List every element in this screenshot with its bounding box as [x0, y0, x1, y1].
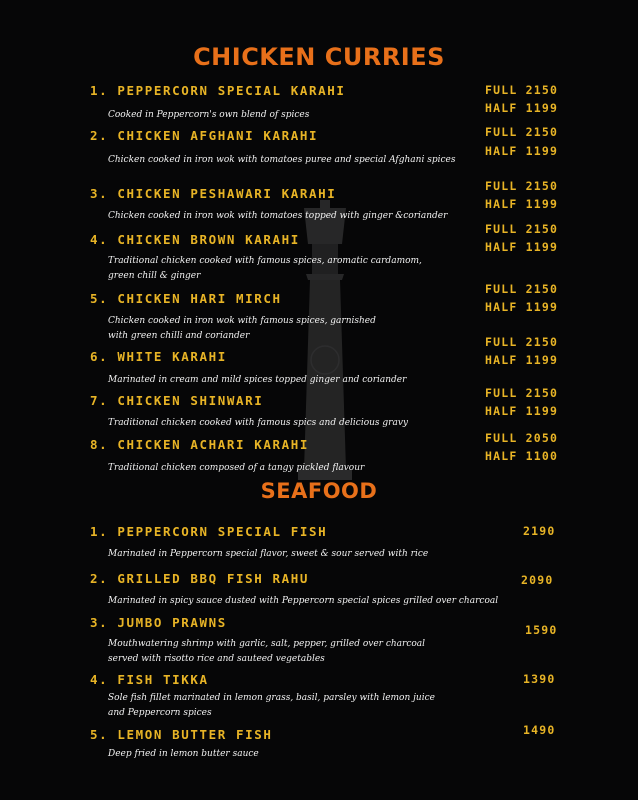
- price-half: HALF 1199: [485, 404, 559, 418]
- item-title: 5. LEMON BUTTER FISH: [90, 727, 273, 742]
- item-description: Traditional chicken cooked with famous spics and delicious gravy: [108, 418, 408, 428]
- price-half: HALF 1100: [485, 449, 559, 463]
- item-description: Marinated in spicy sauce dusted with Peppercorn special spices grilled over charcoal: [108, 596, 499, 606]
- price-half: HALF 1199: [485, 353, 559, 367]
- price-full: FULL 2150: [485, 222, 559, 236]
- item-description: Marinated in Peppercorn special flavor, sweet & sour served with rice: [108, 549, 429, 559]
- price-half: HALF 1199: [485, 240, 559, 254]
- item-title: 7. CHICKEN SHINWARI: [90, 393, 264, 408]
- item-description: Chicken cooked in iron wok with tomatoes topped with ginger &coriander: [108, 211, 448, 221]
- item-title: 6. WHITE KARAHI: [90, 349, 227, 364]
- item-description: Chicken cooked in iron wok with famous spices, garnished with green chilli and coriander: [108, 316, 376, 341]
- price-full: FULL 2150: [485, 83, 559, 97]
- price: 1390: [523, 672, 556, 686]
- price: 2190: [523, 524, 556, 538]
- price-full: FULL 2150: [485, 335, 559, 349]
- item-title: 5. CHICKEN HARI MIRCH: [90, 291, 282, 306]
- price-full: FULL 2150: [485, 282, 559, 296]
- item-description: Marinated in cream and mild spices topped ginger and coriander: [108, 375, 407, 385]
- item-title: 3. JUMBO PRAWNS: [90, 615, 227, 630]
- price-full: FULL 2150: [485, 386, 559, 400]
- price-half: HALF 1199: [485, 144, 559, 158]
- item-description: Cooked in Peppercorn's own blend of spices: [108, 110, 310, 120]
- item-description: Traditional chicken composed of a tangy pickled flavour: [108, 463, 365, 473]
- item-title: 4. FISH TIKKA: [90, 672, 209, 687]
- price-full: FULL 2050: [485, 431, 559, 445]
- item-title: 4. CHICKEN BROWN KARAHI: [90, 232, 300, 247]
- item-title: 1. PEPPERCORN SPECIAL KARAHI: [90, 83, 346, 98]
- price: 1490: [523, 723, 556, 737]
- item-description: Mouthwatering shrimp with garlic, salt, pepper, grilled over charcoal served with risotto rice and sauteed vegetables: [108, 639, 426, 664]
- item-description: Chicken cooked in iron wok with tomatoes puree and special Afghani spices: [108, 155, 456, 165]
- section-title-seafood: SEAFOOD: [260, 479, 378, 503]
- item-title: 2. GRILLED BBQ FISH RAHU: [90, 571, 310, 586]
- price-full: FULL 2150: [485, 125, 559, 139]
- price-half: HALF 1199: [485, 101, 559, 115]
- item-description: Traditional chicken cooked with famous spices, aromatic cardamom, green chill & ginger: [108, 256, 422, 281]
- item-title: 8. CHICKEN ACHARI KARAHI: [90, 437, 310, 452]
- item-description: Sole fish fillet marinated in lemon grass, basil, parsley with lemon juice and Peppercorn spices: [108, 693, 435, 718]
- price: 1590: [525, 623, 558, 637]
- item-title: 1. PEPPERCORN SPECIAL FISH: [90, 524, 328, 539]
- section-title-chicken-curries: CHICKEN CURRIES: [193, 43, 445, 71]
- price-half: HALF 1199: [485, 197, 559, 211]
- price-full: FULL 2150: [485, 179, 559, 193]
- price-half: HALF 1199: [485, 300, 559, 314]
- item-title: 3. CHICKEN PESHAWARI KARAHI: [90, 186, 337, 201]
- item-title: 2. CHICKEN AFGHANI KARAHI: [90, 128, 319, 143]
- item-description: Deep fried in lemon butter sauce: [108, 749, 259, 759]
- price: 2090: [521, 573, 554, 587]
